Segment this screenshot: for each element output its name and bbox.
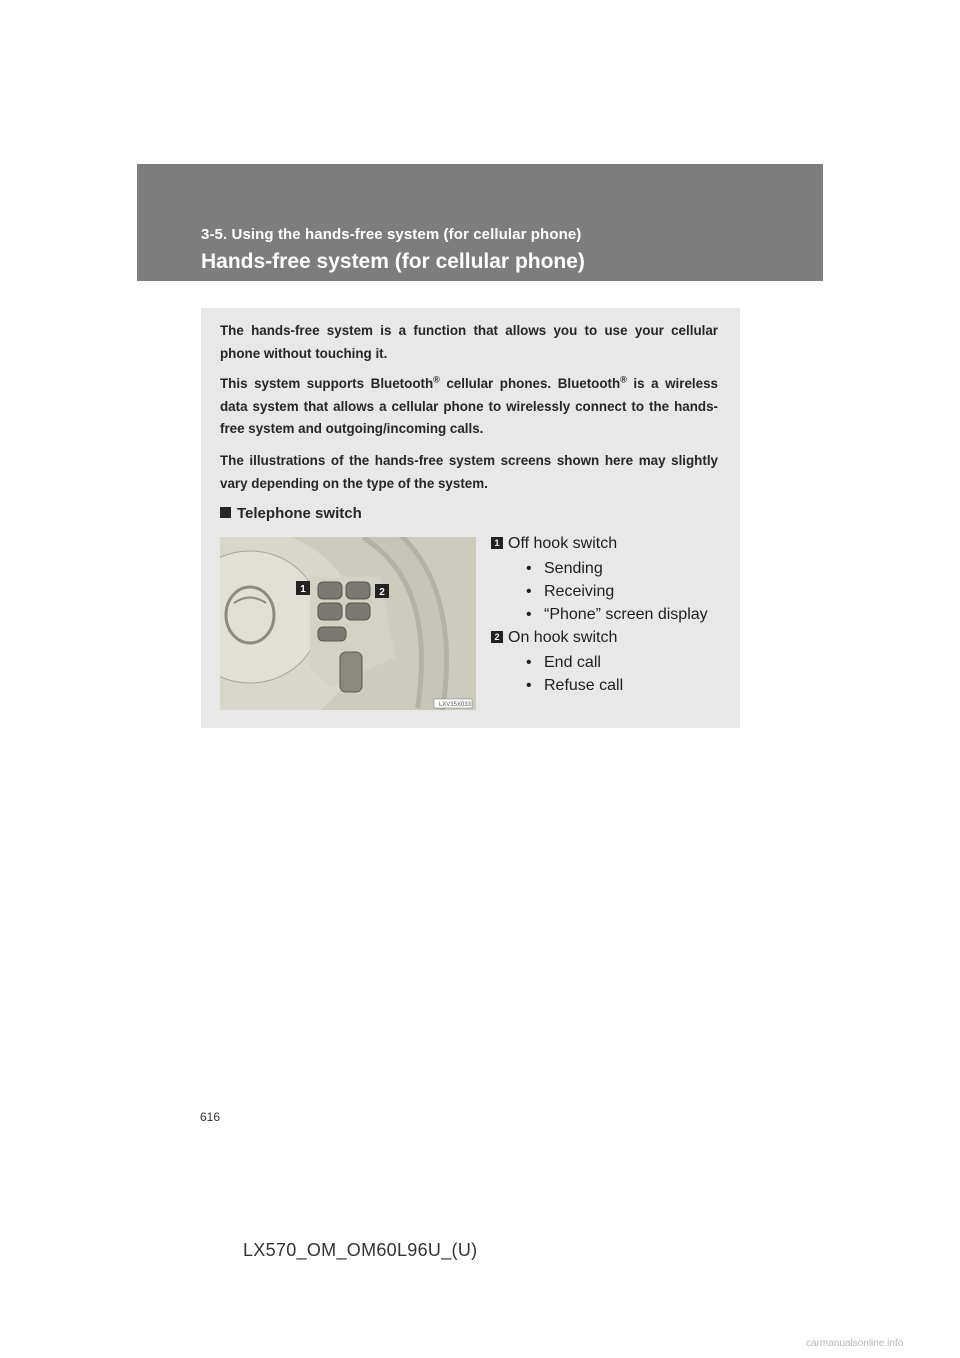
intro-paragraph-1: The hands-free system is a function that allows you to use your cellular phone without touching it. — [220, 323, 718, 361]
callout-item-off-hook — [491, 532, 731, 626]
steering-wheel-illustration — [220, 537, 476, 710]
telephone-switch-heading — [220, 505, 362, 522]
callout-label-off-hook: Off hook switch — [508, 535, 618, 552]
page-number: 616 — [200, 1110, 221, 1124]
list-item — [508, 603, 731, 626]
list-item-text: Refuse call — [544, 677, 624, 694]
bullet-icon: • — [526, 677, 532, 694]
section-label: 3-5. Using the hands-free system (for cellular phone) — [201, 226, 582, 243]
registered-mark-2: ® — [620, 374, 627, 385]
number-badge-2: 2 — [491, 631, 503, 643]
off-hook-sublist — [508, 557, 731, 626]
list-item-text: Sending — [544, 560, 603, 577]
list-item — [508, 580, 731, 603]
bullet-icon: • — [526, 606, 532, 623]
bullet-icon: • — [526, 583, 532, 600]
page-header-band — [137, 164, 823, 281]
callout-item-on-hook — [491, 626, 731, 697]
list-item-text: Receiving — [544, 583, 615, 600]
p2-part-b: cellular phones. Bluetooth — [439, 376, 621, 391]
intro-box — [201, 308, 740, 728]
list-item — [508, 674, 731, 697]
list-item-text: End call — [544, 654, 601, 671]
on-hook-sublist — [508, 651, 731, 697]
p2-part-c: is a wireless data system that allows a cellular phone to wirelessly connect to the hands-free system and outgoing/incoming calls. — [220, 376, 718, 436]
svg-text:1: 1 — [300, 584, 306, 595]
svg-text:2: 2 — [379, 587, 385, 598]
callout-label-on-hook: On hook switch — [508, 629, 618, 646]
registered-mark-1: ® — [433, 374, 440, 385]
watermark: carmanualsonline.info — [806, 1338, 904, 1349]
list-item — [508, 651, 731, 674]
list-item-text: “Phone” screen display — [544, 606, 708, 623]
bullet-icon: • — [526, 654, 532, 671]
intro-paragraph-3: The illustrations of the hands-free system screens shown here may slightly vary depending on the type of the system. — [220, 453, 718, 491]
callout-list — [491, 532, 731, 697]
page-title: Hands-free system (for cellular phone) — [201, 250, 585, 273]
bullet-icon: • — [526, 560, 532, 577]
intro-paragraph-2 — [220, 373, 718, 441]
p2-part-a: This system supports Bluetooth — [220, 376, 434, 391]
document-id: LX570_OM_OM60L96U_(U) — [243, 1240, 478, 1260]
list-item — [508, 557, 731, 580]
telephone-switch-heading-text: Telephone switch — [237, 505, 362, 522]
steering-wheel-svg — [220, 537, 476, 710]
image-code: LXV35X033 — [438, 702, 471, 708]
square-bullet-icon — [220, 507, 231, 518]
number-badge-1: 1 — [491, 537, 503, 549]
